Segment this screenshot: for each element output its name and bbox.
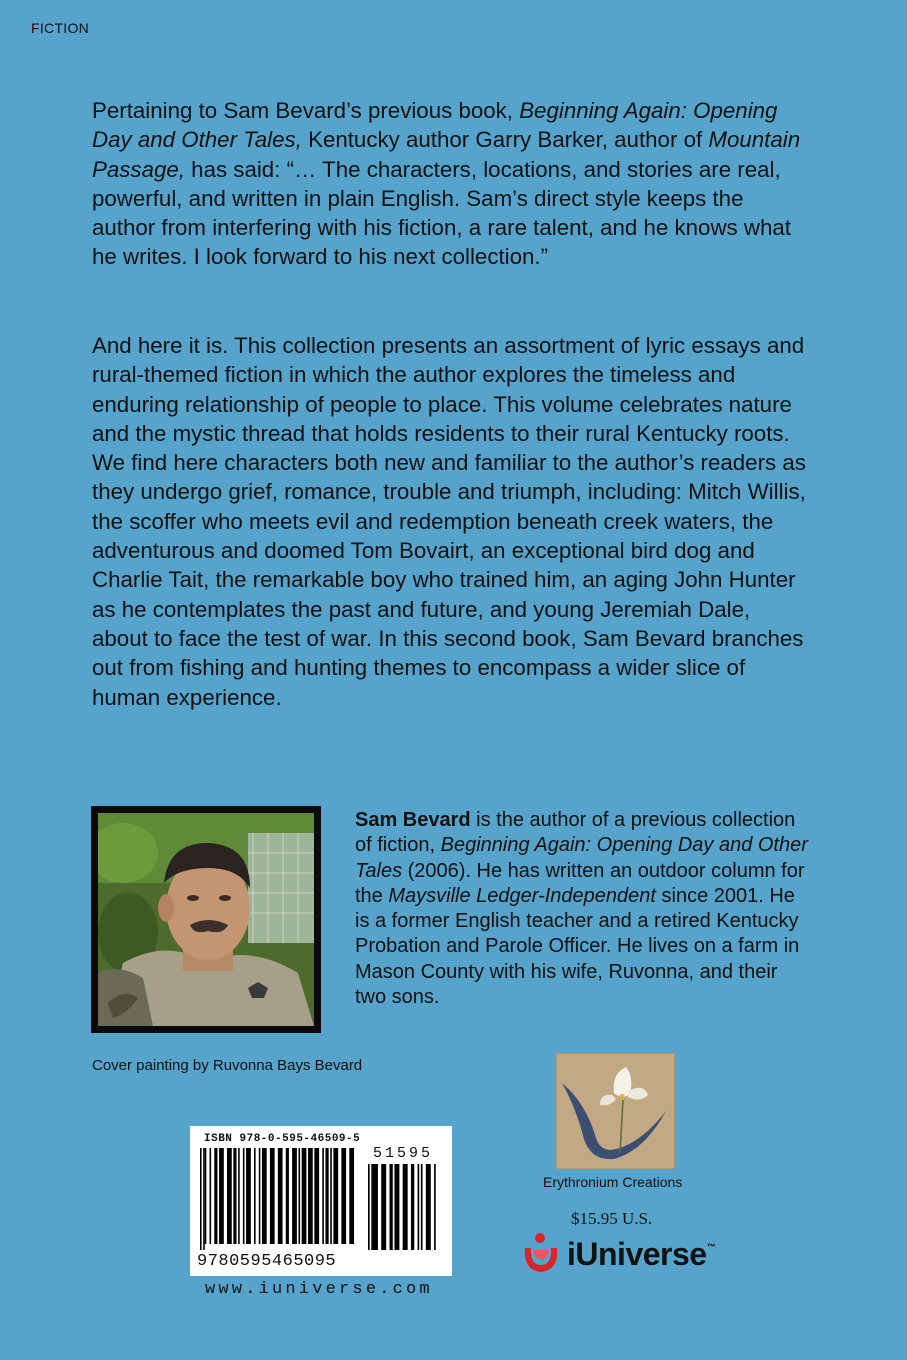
barcode-bar [426,1164,431,1250]
barcode-bar [227,1148,232,1244]
isbn-text: ISBN 978-0-595-46509-5 [204,1133,361,1145]
barcode-bar [322,1148,324,1244]
ean-digits: 9780595465095 [197,1252,337,1271]
barcode-bar [203,1148,205,1250]
barcode-bar [394,1164,399,1250]
addon-barcode-bars [368,1164,444,1250]
author-photo [91,806,321,1033]
barcode-bar [262,1148,267,1244]
barcode-bar [243,1148,245,1244]
addon-digits: 51595 [373,1145,434,1162]
barcode-bar [210,1148,212,1244]
author-name: Sam Bevard [355,809,471,831]
book-title: Beginning Again: Opening Day and Other Tales [355,834,808,882]
barcode-bar [418,1164,420,1250]
blurb-text: Pertaining to Sam Bevard’s previous book, [92,98,520,123]
publisher-name-text: iUniverse [567,1235,707,1272]
barcode-bar [330,1148,332,1244]
barcode-bar [403,1164,408,1250]
barcode-bar [214,1148,217,1244]
barcode-bar [308,1148,313,1244]
barcode-bar [238,1148,240,1244]
barcode-bar [333,1148,338,1244]
publisher-logo [521,1232,715,1276]
barcode-bar [302,1148,307,1244]
iuniverse-swirl-icon [521,1232,561,1276]
barcode [190,1126,452,1276]
barcode-bar [421,1164,423,1250]
book-title: Mountain Passage, [92,127,801,182]
newspaper-title: Maysville Ledger-Independent [388,884,656,907]
barcode-bar [278,1148,283,1244]
barcode-bar [286,1148,289,1244]
author-bio [355,808,810,1010]
blurb-text: Kentucky author Garry Barker, author of [301,127,709,153]
barcode-bar [373,1164,378,1250]
barcode-bar [270,1148,275,1244]
imprint-label: Erythronium Creations [543,1174,683,1190]
barcode-bar [381,1164,386,1250]
barcode-bar [368,1164,370,1250]
author-portrait-image [98,813,314,1026]
barcode-bar [325,1148,328,1244]
genre-label: FICTION [31,20,90,36]
barcode-bar [314,1148,319,1244]
book-title: Beginning Again: Opening Day and Other Tales, [92,98,778,153]
blurb-paragraph-2: And here it is. This collection presents an assortment of lyric essays and rural-themed fiction in which the author explores the timeless and enduring relationship of people to place. This volume celebrates nature and the mystic thread that holds residents to their rural Kentucky roots. We find here characters both new and familiar to the author’s readers as they undergo grief, romance, trouble and triumph, including: Mitch Willis, the scoffer who meets evil and redemption beneath creek waters, the adventurous and doomed Tom Bovairt, an exceptional bird dog and Charlie Tait, the remarkable boy who trained him, an aging John Hunter as he contemplates the past and future, and young Jeremiah Dale, about to face the test of war. In this second book, Sam Bevard branches out from fishing and hunting themes to encompass a wider slice of human experience. [92,333,806,710]
blurb-paragraph-1 [92,96,812,272]
barcode-bars [200,1148,354,1250]
barcode-bar [219,1148,224,1244]
barcode-bar [341,1148,346,1244]
barcode-bar [205,1148,207,1244]
barcode-bar [259,1148,261,1244]
barcode-bar [349,1148,354,1244]
barcode-bar [434,1164,436,1250]
barcode-bar [298,1148,300,1244]
barcode-bars [368,1164,436,1250]
barcode-bar [200,1148,202,1250]
barcode-bar [246,1148,251,1244]
publisher-name [567,1236,715,1273]
barcode-bar [389,1164,392,1250]
ean-barcode-bars [200,1148,362,1250]
trademark-mark: ™ [706,1241,716,1252]
publisher-website: www.iuniverse.com [205,1280,433,1299]
bio-text: (2006). He has written an outdoor column for the [355,859,805,907]
erythronium-logo-image [556,1053,675,1169]
bio-text: since 2001. He is a former English teacher and a retired Kentucky Probation and Parole Officer. He lives on a farm in Mason County with his wife, Ruvonna, and their two sons. [355,884,800,1009]
barcode-bar [233,1148,236,1244]
barcode-bar [371,1164,373,1250]
cover-credit: Cover painting by Ruvonna Bays Bevard [92,1057,363,1074]
blurb-quote: has said: “… The characters, locations, and stories are real, powerful, and written in plain English. Sam’s direct style keeps the author from interfering with his fiction, a rare talent, and he knows what he writes. I look forward to his next collection.” [92,156,791,270]
bio-text: is the author of a previous collection of fiction, [355,809,796,857]
barcode-bar [254,1148,256,1244]
barcode-bar [292,1148,297,1244]
price: $15.95 U.S. [571,1209,653,1228]
barcode-bar [411,1164,414,1250]
